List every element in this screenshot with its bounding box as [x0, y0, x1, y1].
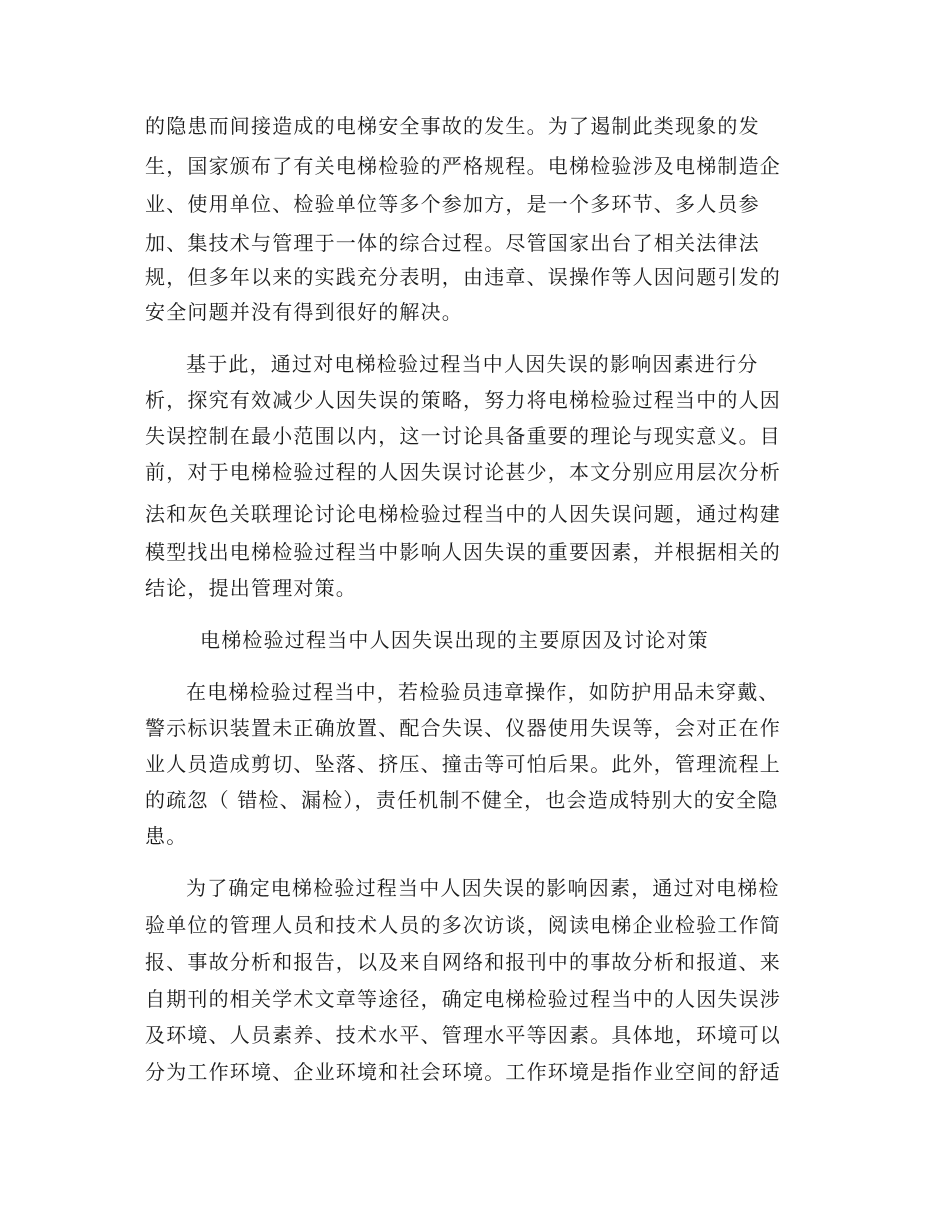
- paragraph-line: 业人员造成剪切、坠落、挤压、撞击等可怕后果。此外，管理流程上: [145, 752, 781, 776]
- paragraph-line: 分为工作环境、企业环境和社会环境。工作环境是指作业空间的舒适: [145, 1060, 781, 1084]
- paragraph-line: 结论，提出管理对策。: [145, 576, 357, 600]
- paragraph-line: 加、集技术与管理于一体的综合过程。尽管国家出台了相关法律法: [145, 231, 760, 255]
- paragraph-line: 警示标识装置未正确放置、配合失误、仪器使用失误等，会对正在作: [145, 716, 781, 740]
- paragraph-line: 前，对于电梯检验过程的人因失误讨论甚少，本文分别应用层次分析: [145, 460, 781, 484]
- paragraph-line: 验单位的管理人员和技术人员的多次访谈，阅读电梯企业检验工作简: [145, 913, 781, 937]
- paragraph-line: 规，但多年以来的实践充分表明，由违章、误操作等人因问题引发的: [145, 265, 781, 289]
- section-heading: 电梯检验过程当中人因失误出现的主要原因及讨论对策: [200, 628, 709, 652]
- paragraph-line: 及环境、人员素养、技术水平、管理水平等因素。具体地，环境可以: [145, 1023, 781, 1047]
- paragraph-line: 生，国家颁布了有关电梯检验的严格规程。电梯检验涉及电梯制造企: [145, 154, 781, 178]
- paragraph-line: 报、事故分析和报告，以及来自网络和报刊中的事故分析和报道、来: [145, 950, 781, 974]
- paragraph-line: 自期刊的相关学术文章等途径，确定电梯检验过程当中的人因失误涉: [145, 987, 781, 1011]
- paragraph-line: 失误控制在最小范围以内，这一讨论具备重要的理论与现实意义。目: [145, 424, 781, 448]
- paragraph-line: 患。: [145, 824, 188, 848]
- paragraph-line: 基于此，通过对电梯检验过程当中人因失误的影响因素进行分: [186, 352, 759, 376]
- paragraph-line: 的隐患而间接造成的电梯安全事故的发生。为了遏制此类现象的发: [145, 114, 760, 138]
- paragraph-line: 析，探究有效减少人因失误的策略，努力将电梯检验过程当中的人因: [145, 388, 781, 412]
- paragraph-line: 为了确定电梯检验过程当中人因失误的影响因素，通过对电梯检: [186, 876, 780, 900]
- paragraph-line: 模型找出电梯检验过程当中影响人因失误的重要因素，并根据相关的: [145, 540, 781, 564]
- paragraph-line: 安全问题并没有得到很好的解决。: [145, 300, 463, 324]
- paragraph-line: 法和灰色关联理论讨论电梯检验过程当中的人因失误问题，通过构建: [145, 502, 781, 526]
- paragraph-line: 业、使用单位、检验单位等多个参加方，是一个多环节、多人员参: [145, 192, 760, 216]
- paragraph-line: 的疏忽（ 错检、漏检），责任机制不健全，也会造成特别大的安全隐: [145, 788, 779, 812]
- paragraph-line: 在电梯检验过程当中，若检验员违章操作，如防护用品未穿戴、: [186, 680, 780, 704]
